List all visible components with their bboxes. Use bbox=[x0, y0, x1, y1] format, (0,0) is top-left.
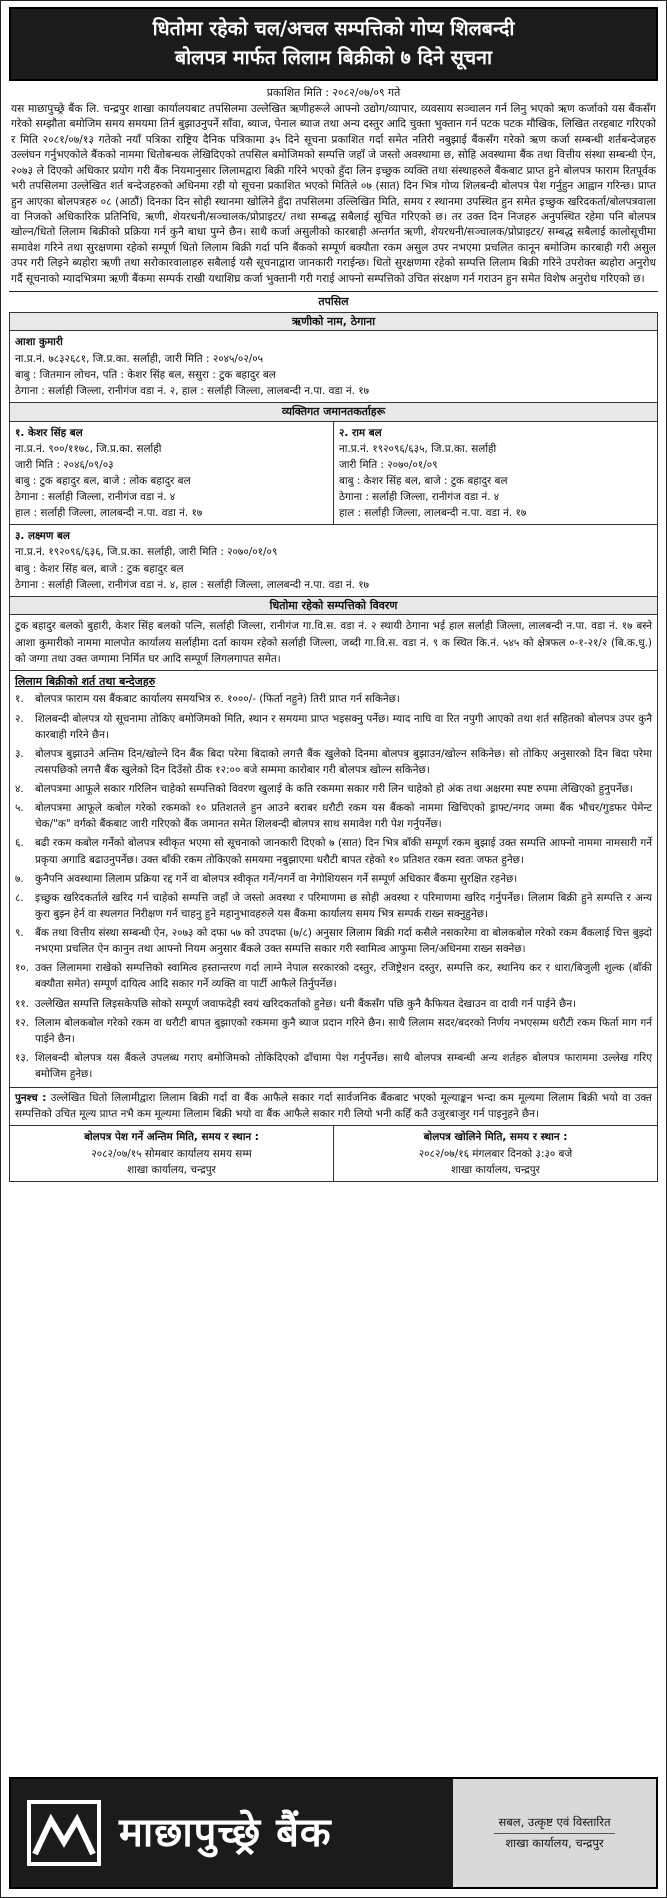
borrower-line-3: ठेगाना : सर्लाही जिल्ला, रानीगंज वडा नं. २, हाल : सर्लाही जिल्ला, लालबन्दी न.पा. वडा नं. १७ bbox=[15, 384, 370, 397]
intro-paragraph bbox=[9, 102, 658, 287]
punascha-text: उल्लेखित धितो लिलामीद्वारा लिलाम बिक्री गर्दा वा बैंक आफैले सकार गर्दा सार्वजनिक बैंकबाट भएको मूल्याङ्कन भन्दा कम मूल्यमा लिलाम बिक्री भयो वा उक्त सम्पत्तिको उचित मूल्य प्राप्त नभै कम मूल्यमा लिलाम बिक्री भयो वा बैंक आफैले सकार गरी लियो भनी कहिँ कतै उजुरबाजुर गर्न पाइनुहने छैन। bbox=[15, 1092, 652, 1121]
mountain-fish-tail-logo-icon bbox=[27, 1798, 101, 1868]
borrower-line-1: ना.प्र.नं. ७८३२६८१, जि.प्र.का. सर्लाही, जारी मिति : २०४५/०२/०५ bbox=[15, 352, 264, 365]
guarantor-2-name: २. राम बल bbox=[339, 426, 382, 439]
condition-text: बढी रकम कबोल गर्नेको बोलपत्र स्वीकृत भएमा सो सूचनाको जानकारी दिएको ७ (सात) दिन भित्र बाँकी सम्पूर्ण रकम बुझाई उक्त सम्पत्ति आफ्नो नाममा नामसारी गर्ने प्रकृया अगाडि बढाउनुपर्नेछ। उक्त बाँकी रकम तोकिएको समयमा नबुझाएमा धरौटी बापत रहेको १० प्रतिशत रकम स्वतः जफत हुनेछ। bbox=[35, 837, 652, 866]
submission-title: बोलपत्र पेश गर्ने अन्तिम मिति, समय र स्थान : bbox=[84, 1131, 259, 1144]
guarantor-3 bbox=[10, 524, 657, 596]
guarantor-1-name: १. केशर सिंह बल bbox=[15, 426, 83, 439]
condition-number: २. bbox=[15, 712, 24, 725]
branch-office: शाखा कार्यालय, चन्द्रपुर bbox=[505, 1835, 604, 1850]
property-heading: धितोमा रहेको सम्पत्तिको विवरण bbox=[10, 596, 657, 616]
intro-text: यस माछापुच्छ्रे बैंक लि. चन्द्रपुर शाखा कार्यालयबाट तपसिलमा उल्लेखित ऋणीहरूले आफ्नो उद्योग/व्यापार, व्यवसाय सञ्चालन गर्न लिनु भएको ऋण कर्जाको यस बैंकसँग गरेको सम्झौता बमोजिम समय समयमा तिर्न बुझाउनुपर्ने साँवा, ब्याज, पेनाल ब्याज तथा अन्य दस्तुर आदि चुक्ता भुक्तान गर्न पटक पटक मौखिक, लिखित तरहबाट गरिएको र मिति २०८१/०७/१३ गतेको नयाँ पत्रिका राष्ट्रिय दैनिक पत्रिकामा ३५ दिने सूचना प्रकाशित गर्दा समेत नतिरी नबुझाई बैंकसँग गरेको ऋण कर्जा सम्बन्धी शर्तबन्देजहरु उल्लंघन गर्नुभएकोले बैंकको नाममा धितोबन्धक लेखिदिएको तपसिल बमोजिमको सम्पत्ति जहाँ जे जस्तो अवस्थामा छ, सोहि अवस्थामा बैंक तथा वित्तीय संस्था सम्बन्धी ऐन, २०७३ ले दिएको अधिकार प्रयोग गरी बैंक नियमानुसार लिलामद्वारा बिक्री गरिने भएको हुँदा लिन इच्छुक व्यक्ति तथा संस्थाहरुले बैंकबाट प्राप्त हुने बोलपत्र फाराम रितपूर्वक भरी तपसिलमा उल्लेखित शर्त बन्देजहरुको अधिनमा रही यो सूचना प्रकाशित भएको मितिले ०७ (सात) दिन भित्र गोप्य शिलबन्दी बोलपत्र पेश गर्नुहुन आह्वान गरिन्छ। प्राप्त हुन आएका बोलपत्रहरु ०८ (आठौं) दिनका दिन सोही स्थानमा खोलिने हुँदा तपसिलमा उल्लिखित मिति, समय र स्थानमा उपस्थित हुन समेत इच्छुक खरिदकर्ता/बोलपत्रवाला वा निजको अधिकारिक प्रतिनिधि, ऋणी, शेयरधनी/सञ्चालक/प्रोप्राइटर/ तथा सम्बद्ध सबैलाई सूचित गरिएको छ। तर उक्त दिन निजहरु अनुपस्थित रहेमा पनि बोलपत्र खोल्न/धितो लिलाम बिक्रीको प्रक्रिया गर्न कुनै बाधा पुग्ने छैन। साथै कर्जा असुलीको कारबाही अन्तर्गत ऋणी, शेयरधनी/सञ्चालक/प्रोप्राइटर/ सम्बद्ध सबैलाई कालोसूचीमा समावेश गरिने तथा सुरक्षणमा रहेको सम्पूर्ण धितो लिलाम बिक्री गर्दा पनि बैंकको सम्पूर्ण बक्यौता रकम असुल उपर नभएमा प्रचलित कानून बमोजिम कारबाही गरी असुल उपर गरी लिइने ब्यहोरा ऋणी तथा सरोकारवालाहरु सबैलाई यसै सूचनाद्वारा जानकारी गराईन्छ। धितो सुरक्षणमा रहेको सम्पत्ति लिलाम बिक्री गरिने उपरोक्त ब्यहोरा अनुरोध गर्दै सूचनाको म्यादभित्रमा ऋणी बैंकमा सम्पर्क राखी यथाशिघ्र कर्जा भुक्तानी गरी गराई आफ्नो सम्पत्तिको उचित संरक्षण गर्न गराउन हुन समेत विशेष अनुरोध गरिएको छ। bbox=[11, 102, 656, 285]
condition-item bbox=[15, 996, 652, 1012]
condition-item bbox=[15, 1015, 652, 1047]
footer-brand bbox=[11, 1779, 453, 1887]
condition-item bbox=[15, 960, 652, 992]
condition-number: १०. bbox=[15, 962, 30, 975]
borrower-box bbox=[10, 331, 657, 402]
bank-name: माछापुच्छ्रे बैंक bbox=[119, 1809, 332, 1856]
condition-number: १२. bbox=[15, 1016, 30, 1029]
condition-item bbox=[15, 800, 652, 832]
header-line-2: बोलपत्र मार्फत लिलाम बिक्रीको ७ दिने सूचना bbox=[174, 46, 493, 70]
condition-text: कुनैपनि अवस्थामा लिलाम प्रक्रिया रद्द गर्ने वा बोलपत्र स्वीकृत गर्ने/नगर्ने वा नेगोशियसन गर्ने सम्पूर्ण अधिकार बैंकमा सुरक्षित रहनेछ। bbox=[35, 872, 518, 885]
guarantor-3-name: ३. लक्ष्मण बल bbox=[15, 530, 70, 543]
condition-text: बोलपत्र बुझाउने अन्तिम दिन/खोल्ने दिन बैंक बिदा परेमा बिदाको लगत्तै बैंक खुलेको दिनमा बोलपत्र बुझाउन/खोल्न सकिनेछ। सो तोकिए अनुसारको दिन बिदा परेमा त्यसपछिको लगत्तै बैंक खुलेको दिन दिउँसो ठीक १२:०० बजे सम्ममा कारोबार गरी बोलपत्र खोल्न सकिनेछ। bbox=[35, 747, 652, 776]
publication-date: प्रकाशित मिति : २०८२/०७/०९ गते bbox=[266, 85, 401, 99]
condition-item bbox=[15, 691, 652, 707]
condition-text: बैंक तथा वित्तीय संस्था सम्बन्धी ऐन, २०७३ को दफा ५७ को उपदफा (७/८) अनुसार लिलाम बिक्री गर्दा कसैले नसकारेमा वा बोलकबोल गरेको रकम बैंकलाई चित्त बुझ्दो नभएमा प्रचलित ऐन कानुन तथा आफ्नो नियम अनुसार बैंकले उक्त सम्पत्ति सकार गरी स्वामित्व आफुमा लिन/अधिनमा राख्न सक्नेछ। bbox=[35, 927, 652, 956]
footer-info bbox=[453, 1779, 656, 1887]
bank-tagline: सबल, उत्कृष्ट एवं विस्तारित bbox=[494, 1813, 614, 1834]
condition-number: ७. bbox=[15, 872, 24, 885]
guarantor-3-line: ना.प्र.नं. १९२०९६/६३६, जि.प्र.का. सर्लाही, जारी मिति : २०७०/०१/०९ bbox=[15, 546, 278, 559]
guarantor-1 bbox=[10, 422, 334, 525]
conditions-section bbox=[10, 670, 657, 1087]
guarantor-1-line: ना.प्र.नं. ९००/११७८, जि.प्र.का. सर्लाही bbox=[15, 442, 162, 455]
details-table bbox=[9, 312, 658, 1182]
guarantor-2-line: हाल : सर्लाही जिल्ला, लालबन्दी न.पा. वडा नं. १७ bbox=[339, 507, 527, 520]
condition-item bbox=[15, 711, 652, 743]
submission-deadline bbox=[10, 1126, 334, 1180]
guarantor-1-line: ठेगाना : सर्लाही जिल्ला, रानीगंज वडा नं. ४ bbox=[15, 491, 176, 504]
opening-date: २०८२/०७/१६ मंगलबार दिनको ३:३० बजे bbox=[418, 1147, 573, 1160]
condition-text: उल्लेखित सम्पत्ति लिइसकेपछि सोको सम्पूर्ण जवाफदेही स्वयं खरिदकर्ताको हुनेछ। धनी बैंकसँग पछि कुनै कैफियत देखाउन वा दावी गर्न पाईने छैन। bbox=[35, 997, 577, 1010]
submission-place: शाखा कार्यालय, चन्द्रपुर bbox=[127, 1163, 216, 1176]
condition-number: ५. bbox=[15, 802, 24, 815]
submission-date: २०८२/०७/१५ सोमबार कार्यालय समय सम्म bbox=[91, 1147, 252, 1160]
condition-number: ८. bbox=[15, 891, 24, 904]
conditions-heading: लिलाम बिक्रीको शर्त तथा बन्देजहरु bbox=[15, 674, 156, 688]
condition-text: शिलबन्दी बोलपत्र यो सूचनामा तोकिए बमोजिमको मिति, स्थान र समयमा प्राप्त भइसक्नु पर्नेछ। म्याद नाघि वा रित नपुगी आएको तथा शर्त सहितको बोलपत्र उपर कुनै कारबाही गरिने छैन। bbox=[35, 712, 652, 741]
opening-place: शाखा कार्यालय, चन्द्रपुर bbox=[451, 1163, 540, 1176]
borrower-line-2: बाबु : जितमान लोचन, पति : केशर सिंह बल, ससुरा : टुक बहादुर बल bbox=[15, 368, 276, 381]
condition-text: बोलपत्रमा आफूले कबोल गरेको रकमको १० प्रतिशतले हुन आउने बराबर धरौटी रकम यस बैंकको नाममा खिचिएको ड्राफ्ट/नगद जम्मा बैंक भौचर/गुडफर पेमेन्ट चेक/"क" वर्गको बैंकबाट जारी गरिएको बैंक जमानत समेत शिलबन्दी बोलपत्र साथ समावेश गरी पेश गर्नुपर्नेछ। bbox=[35, 802, 652, 831]
guarantor-3-line: बाबु : केशर सिंह बल, बाजे : टुक बहादुर बल bbox=[15, 562, 184, 575]
punascha-label: पुनश्च : bbox=[15, 1092, 47, 1105]
condition-text: बोलपत्र फाराम यस बैंकबाट कार्यालय समयभित्र रु. १०००/- (फिर्ता नहुने) तिरी प्राप्त गर्न सकिनेछ। bbox=[35, 693, 400, 706]
condition-item bbox=[15, 871, 652, 887]
guarantor-2-line: ठेगाना : सर्लाही जिल्ला, रानीगंज वडा नं. ४ bbox=[339, 491, 500, 504]
condition-text: उक्त लिलाममा राखेको सम्पत्तिको स्वामित्व हस्तान्तरण गर्दा लाग्ने नेपाल सरकारको दस्तुर, रजिष्ट्रेशन दस्तुर, सम्पत्ति कर, स्थानिय कर र धारा/बिजुली शुल्क (बाँकी बक्यौता समेत) सम्पूर्ण दायित्व आदि सकार गर्ने व्यक्ति वा पार्टी आफैले तिर्नुपर्नेछ। bbox=[35, 962, 652, 991]
guarantor-2-line: जारी मिति : २०७०/०१/०९ bbox=[339, 458, 438, 471]
guarantor-2-line: ना.प्र.नं. १९२०९६/६३५, जि.प्र.का. सर्लाही bbox=[339, 442, 497, 455]
condition-item bbox=[15, 781, 652, 797]
condition-text: बोलपत्रमा आफूले सकार गरिलिन चाहेको सम्पत्तिको विवरण खुलाई के कति रकममा सकार गरी लिन चाहेको हो अंक तथा अक्षरमा स्पष्ट रुपमा लेखिएको हुनुपर्नेछ। bbox=[35, 783, 633, 796]
condition-text: इच्छुक खरिदकर्ताले खरिद गर्न चाहेको सम्पत्ति जहाँ जे जस्तो अवस्था र परिमाणमा छ सोही अवस्था र परिमाणमा खरिद गर्नुपर्नेछ। लिलाम बिक्री हुने सम्पत्ति र अन्य कुरा बुझ्न हेर्न वा स्थलगत निरीक्षण गर्न चाहनु हुने महानुभावहरुले यस बैंकमा कार्यालय समय भित्र सम्पर्क राख्न सक्नुहुनेछ। bbox=[35, 891, 652, 920]
punascha-note bbox=[10, 1087, 657, 1125]
opening-schedule bbox=[334, 1126, 657, 1180]
condition-text: लिलाम बोलकबोल गरेको रकम वा धरौटी बापत बुझाएको रकममा कुनै ब्याज प्रदान गरिने छैन। साथै लिलाम सदर/बदरको निर्णय नभएसम्म धरौटी रकम फिर्ता माग गर्न पाईने छैन। bbox=[35, 1016, 652, 1045]
condition-number: ३. bbox=[15, 747, 24, 760]
guarantor-3-line: ठेगाना : सर्लाही जिल्ला, रानीगंज वडा नं. ४, हाल : सर्लाही जिल्ला, लालबन्दी न.पा. वडा नं. १७ bbox=[15, 578, 370, 591]
guarantor-2 bbox=[334, 422, 657, 525]
dates-row bbox=[10, 1125, 657, 1180]
guarantor-1-line: बाबु : टुक बहादुर बल, बाजे : लोक बहादुर बल bbox=[15, 474, 191, 487]
condition-item bbox=[15, 835, 652, 867]
condition-number: ४. bbox=[15, 783, 24, 796]
condition-item bbox=[15, 890, 652, 922]
condition-text: शिलबन्दी बोलपत्र यस बैंकले उपलब्ध गराए बमोजिमको तोकिदिएको ढाँचामा पेश गर्नुपर्नेछ। साथै बोलपत्र सम्बन्धी अन्य शर्तहरु बोलपत्र फाराममा उल्लेख गरिए बमोजिम हुनेछ। bbox=[35, 1051, 652, 1081]
conditions-list bbox=[15, 691, 652, 1082]
condition-number: ९. bbox=[15, 927, 24, 940]
header-line-1: धितोमा रहेको चल/अचल सम्पत्तिको गोप्य शिलबन्दी bbox=[152, 17, 515, 40]
condition-item bbox=[15, 746, 652, 778]
guarantors-row bbox=[10, 422, 657, 525]
condition-number: १३. bbox=[15, 1051, 30, 1064]
guarantors-heading: व्यक्तिगत जमानतकर्ताहरू bbox=[10, 402, 657, 422]
property-description: टुक बहादुर बलको बुहारी, केशर सिंह बलको पत्नि, सर्लाही जिल्ला, रानीगंज गा.वि.स. वडा नं. २ स्थायी ठेगाना भई हाल सर्लाही जिल्ला, लालबन्दी न.पा. वडा नं. १७ बस्ने आशा कुमारीको नाममा मालपोत कार्यालय सर्लाहीमा दर्ता कायम रहेको सर्लाही जिल्ला, जब्दी गा.वि.स. वडा नं. ९ क स्थित कि.नं. ५४५ को क्षेत्रफल ०-१-२१/२ (बि.क.धु.) को जग्गा तथा उक्त जग्गामा निर्मित घर आदि सम्पूर्ण लिगलगापत समेत। bbox=[15, 620, 652, 665]
condition-number: ११. bbox=[15, 997, 30, 1010]
borrower-heading: ऋणीको नाम, ठेगाना bbox=[10, 313, 657, 332]
guarantor-1-line: हाल : सर्लाही जिल्ला, लालबन्दी न.पा. वडा नं. १७ bbox=[15, 507, 203, 520]
notice-header bbox=[9, 7, 658, 81]
guarantor-1-line: जारी मिति : २०४६/०९/०३ bbox=[15, 458, 114, 471]
condition-item bbox=[15, 1050, 652, 1082]
opening-title: बोलपत्र खोलिने मिति, समय र स्थान : bbox=[423, 1131, 568, 1144]
condition-number: ६. bbox=[15, 837, 24, 850]
guarantor-2-line: बाबु : केशर सिंह बल, बाजे : टुक बहादुर बल bbox=[339, 474, 508, 487]
condition-number: १. bbox=[15, 693, 24, 706]
bank-footer bbox=[9, 1777, 658, 1889]
tapsil-title: तपसिल bbox=[9, 291, 658, 310]
condition-item bbox=[15, 925, 652, 957]
borrower-name: आशा कुमारी bbox=[15, 336, 63, 349]
